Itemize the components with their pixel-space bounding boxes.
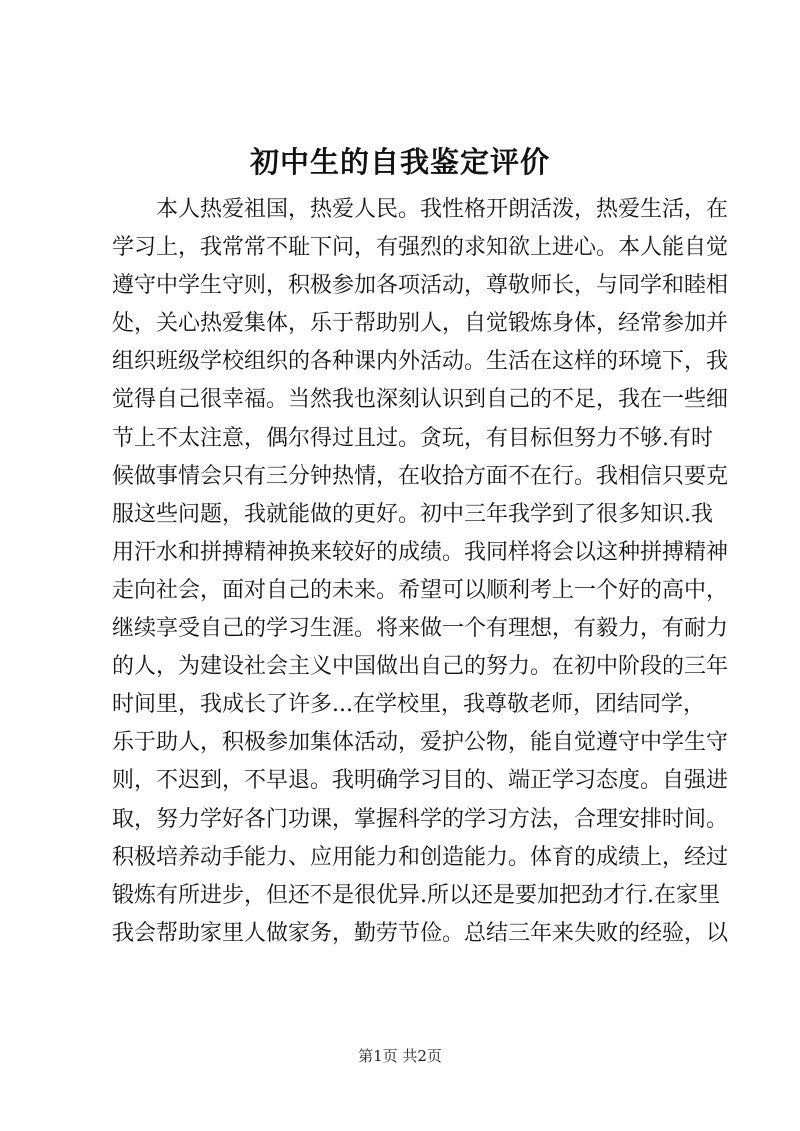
body-line: 觉得自己很幸福。当然我也深刻认识到自己的不足，我在一些细 (112, 387, 729, 413)
body-line: 遵守中学生守则，积极参加各项活动，尊敬师长，与同学和睦相 (112, 273, 729, 299)
body-line: 处，关心热爱集体，乐于帮助别人，自觉锻炼身体，经常参加并 (112, 311, 729, 337)
body-line: 我会帮助家里人做家务，勤劳节俭。总结三年来失败的经验，以 (112, 920, 729, 946)
body-line: 的人，为建设社会主义中国做出自己的努力。在初中阶段的三年 (112, 654, 729, 680)
body-line: 则，不迟到，不早退。我明确学习目的、端正学习态度。自强进 (112, 768, 729, 794)
body-line: 学习上，我常常不耻下问，有强烈的求知欲上进心。本人能自觉 (112, 235, 729, 261)
body-line: 继续享受自己的学习生涯。将来做一个有理想，有毅力，有耐力 (112, 616, 729, 642)
body-line: 用汗水和拼搏精神换来较好的成绩。我同样将会以这种拼搏精神 (112, 539, 729, 565)
body-line: 取，努力学好各门功课，掌握科学的学习方法，合理安排时间。 (112, 806, 729, 832)
document-title: 初中生的自我鉴定评价 (249, 145, 550, 179)
body-line: 本人热爱祖国，热爱人民。我性格开朗活泼，热爱生活，在 (156, 197, 729, 222)
body-line: 走向社会，面对自己的未来。希望可以顺利考上一个好的高中， (112, 577, 729, 603)
page-footer: 第1页 共2页 (358, 1047, 442, 1065)
body-line: 乐于助人，积极参加集体活动，爱护公物，能自觉遵守中学生守 (112, 730, 729, 756)
body-line: 服这些问题，我就能做的更好。初中三年我学到了很多知识.我 (112, 501, 713, 527)
body-line: 组织班级学校组织的各种课内外活动。生活在这样的环境下，我 (112, 349, 729, 375)
document-body (112, 191, 729, 953)
body-line: 时间里，我成长了许多...在学校里，我尊敬老师，团结同学， (112, 692, 705, 718)
body-line: 积极培养动手能力、应用能力和创造能力。体育的成绩上，经过 (112, 844, 729, 870)
body-line: 候做事情会只有三分钟热情，在收拾方面不在行。我相信只要克 (112, 463, 729, 489)
body-line: 节上不太注意，偶尔得过且过。贪玩，有目标但努力不够.有时 (112, 425, 713, 451)
body-line: 锻炼有所进步，但还不是很优异.所以还是要加把劲才行.在家里 (112, 882, 720, 908)
